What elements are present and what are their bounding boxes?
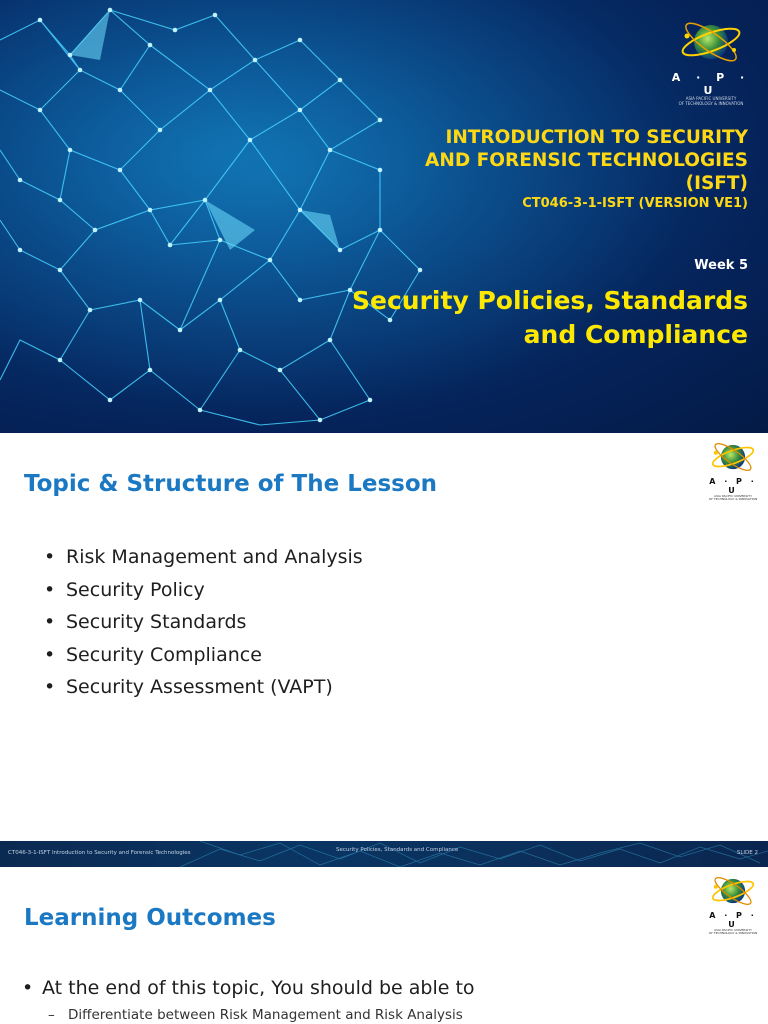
learning-outcomes-slide [0,867,768,1024]
apu-globe-logo-icon [668,14,754,70]
network-background-graphic [0,0,768,433]
course-title: INTRODUCTION TO SECURITY AND FORENSIC TECHNOLOGIES (ISFT) [425,127,748,194]
topic-structure-slide [0,433,768,867]
logo-subtitle: ASIA PACIFIC UNIVERSITY OF TECHNOLOGY & INNOVATION [708,494,758,502]
slide-footer [0,841,768,867]
bullet-icon: • [44,611,56,633]
list-item: • Security Compliance [44,643,262,666]
apu-logo [702,437,764,502]
bullet-icon: • [44,546,56,568]
course-code: CT046-3-1-ISFT (VERSION VE1) [522,196,748,211]
slide-heading: Topic & Structure of The Lesson [24,471,438,497]
apu-globe-logo-icon [702,437,764,477]
topic-bullet-list [42,546,363,709]
apu-logo [702,871,764,936]
logo-subtitle: ASIA PACIFIC UNIVERSITY OF TECHNOLOGY & INNOVATION [678,96,744,106]
apu-logo [668,14,754,106]
logo-letters: A · P · U [709,911,757,929]
bullet-icon: • [22,977,34,999]
list-item: • At the end of this topic, You should be able to [22,977,475,999]
title-slide [0,0,768,433]
bullet-icon: • [44,676,56,698]
list-sub-item: – Differentiate between Risk Management and Risk Analysis [48,1007,463,1023]
bullet-icon: • [44,643,56,666]
apu-globe-logo-icon [702,871,764,911]
footer-course: CT046-3-1-ISFT Introduction to Security and Forensic Technologies [8,850,191,856]
footer-topic: Security Policies, Standards and Compliance [336,847,459,853]
list-item: • Security Policy [44,578,205,601]
list-item: • Risk Management and Analysis [44,546,363,568]
list-item: • Security Standards [44,611,247,633]
bullet-icon: • [44,578,56,601]
week-label: Week 5 [694,258,748,273]
lesson-topic-title: Security Policies, Standards and Compliance [352,286,748,349]
footer-slide-number: SLIDE 2 [736,850,758,856]
dash-icon: – [48,1007,55,1023]
slide-heading: Learning Outcomes [24,905,276,931]
list-item: • Security Assessment (VAPT) [44,676,333,698]
logo-subtitle: ASIA PACIFIC UNIVERSITY OF TECHNOLOGY & INNOVATION [708,928,758,936]
logo-letters: A · P · U [671,71,751,97]
logo-letters: A · P · U [709,477,757,495]
